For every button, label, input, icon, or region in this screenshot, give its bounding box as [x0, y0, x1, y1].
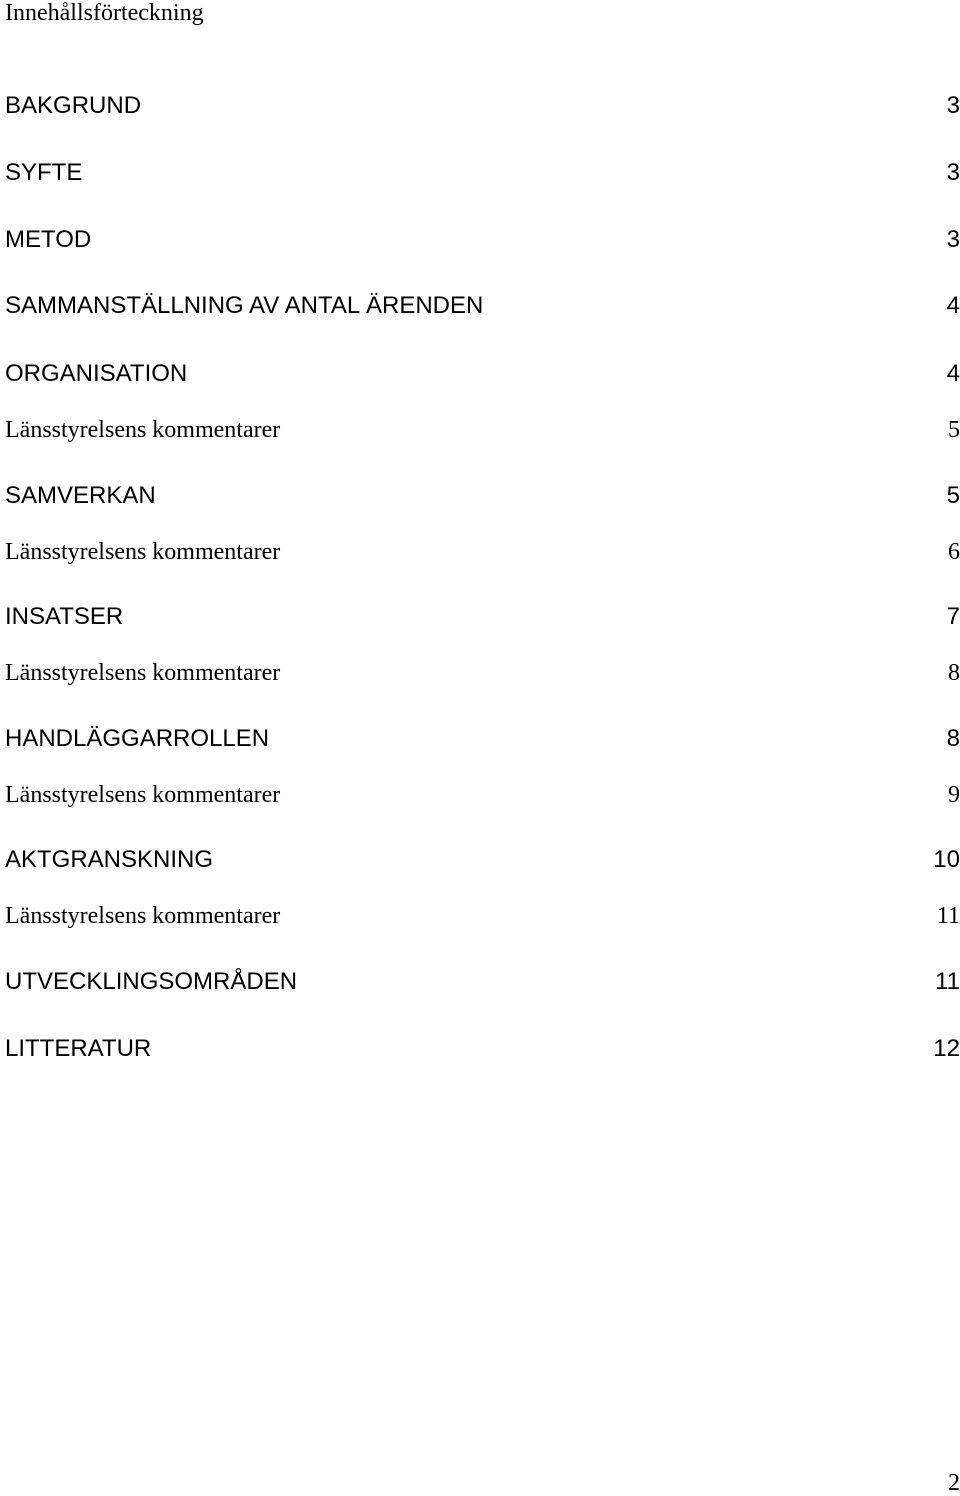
toc-entry-page: 5 [946, 482, 960, 509]
toc-entry-page: 11 [936, 902, 960, 929]
toc-entry-page: 3 [946, 92, 960, 119]
toc-entry-label: AKTGRANSKNING [5, 846, 214, 873]
toc-entry-label: ORGANISATION [5, 360, 188, 387]
toc-entry-litteratur[interactable] [5, 1033, 960, 1065]
toc-entry-page: 8 [946, 725, 960, 752]
toc-entry-page: 8 [948, 659, 960, 686]
toc-entry-page: 3 [946, 226, 960, 253]
toc-entry-syfte[interactable] [5, 157, 960, 189]
toc-entry-page: 3 [946, 159, 960, 186]
toc-entry-label: Länsstyrelsens kommentarer [5, 781, 281, 808]
toc-entry-samverkan[interactable] [5, 480, 960, 512]
toc-entry-page: 10 [933, 846, 960, 873]
toc-entry-page: 11 [935, 968, 960, 995]
toc-entry-label: Länsstyrelsens kommentarer [5, 902, 281, 929]
page-number: 2 [948, 1470, 960, 1496]
toc-entry-label: HANDLÄGGARROLLEN [5, 725, 270, 752]
toc-entry-page: 4 [946, 360, 960, 387]
toc-entry-page: 5 [948, 416, 960, 443]
toc-title: Innehållsförteckning [5, 0, 204, 26]
toc-entry-label: Länsstyrelsens kommentarer [5, 416, 281, 443]
toc-entry-label: Länsstyrelsens kommentarer [5, 659, 281, 686]
toc-entry-aktgranskning[interactable] [5, 844, 960, 876]
toc-entry-page: 7 [946, 603, 960, 630]
toc-entry-metod[interactable] [5, 224, 960, 256]
toc-subentry-kommentarer[interactable] [5, 657, 960, 689]
toc-entry-bakgrund[interactable] [5, 90, 960, 122]
toc-entry-page: 9 [948, 781, 960, 808]
toc-entry-label: INSATSER [5, 603, 124, 630]
toc-entry-insatser[interactable] [5, 601, 960, 633]
toc-subentry-kommentarer[interactable] [5, 414, 960, 446]
toc-entry-organisation[interactable] [5, 358, 960, 390]
toc-entry-page: 4 [946, 292, 960, 319]
toc-entry-utvecklingsomraden[interactable] [5, 966, 960, 998]
toc-subentry-kommentarer[interactable] [5, 536, 960, 568]
toc-subentry-kommentarer[interactable] [5, 779, 960, 811]
toc-entry-label: SAMMANSTÄLLNING AV ANTAL ÄRENDEN [5, 292, 484, 319]
toc-entry-label: LITTERATUR [5, 1035, 152, 1062]
toc-entry-label: SYFTE [5, 159, 83, 186]
toc-entry-label: Länsstyrelsens kommentarer [5, 538, 281, 565]
toc-entry-label: BAKGRUND [5, 92, 142, 119]
toc-entry-page: 6 [948, 538, 960, 565]
toc-subentry-kommentarer[interactable] [5, 900, 960, 932]
toc-entry-page: 12 [933, 1035, 960, 1062]
toc-entry-label: UTVECKLINGSOMRÅDEN [5, 968, 298, 995]
toc-entry-handlaggarrollen[interactable] [5, 723, 960, 755]
toc-entry-sammanstallning[interactable] [5, 290, 960, 322]
toc-entry-label: METOD [5, 226, 92, 253]
toc-entry-label: SAMVERKAN [5, 482, 156, 509]
